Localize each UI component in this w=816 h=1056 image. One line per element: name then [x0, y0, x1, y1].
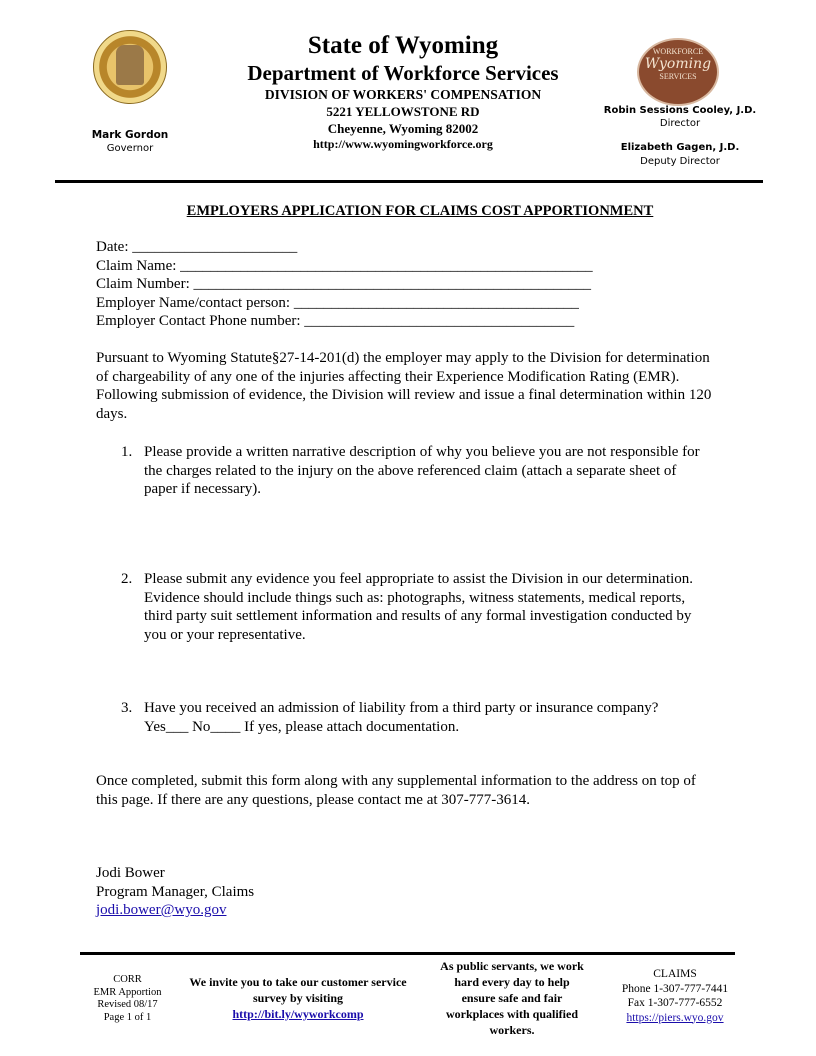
text-line: this page. If there are any questions, please contact me at 307-777-3614. — [96, 791, 531, 808]
text-line: Following submission of evidence, the Division will review and issue a final determination within 120 — [96, 387, 712, 403]
address-line: Cheyenne, Wyoming 82002 — [327, 121, 479, 136]
governor-title: Governor — [106, 143, 154, 154]
text-line: Once completed, submit this form along with any supplemental information to the address on top of — [96, 773, 696, 789]
text-line: CORR — [113, 974, 142, 985]
text-line: Have you received an admission of liability from a third party or insurance company? — [144, 700, 659, 716]
logo-text: WORKFORCE — [652, 47, 704, 56]
director-name: Robin Sessions Cooley, J.D. — [603, 105, 757, 116]
claims-contact — [610, 967, 740, 1025]
closing-paragraph — [96, 772, 696, 809]
text-line: workers. — [489, 1023, 535, 1037]
deputy-director-name: Elizabeth Gagen, J.D. — [620, 142, 740, 153]
great-seal-of-wyoming-logo — [93, 30, 167, 104]
text-line: Pursuant to Wyoming Statute§27-14-201(d) the employer may apply to the Division for determination — [96, 350, 710, 366]
signer-title: Program Manager, Claims — [96, 883, 255, 900]
text-line: As public servants, we work — [440, 959, 584, 973]
text-line: days. — [96, 405, 128, 422]
signer-email-link[interactable]: jodi.bower@wyo.gov — [96, 902, 227, 918]
item-1-text — [144, 443, 700, 499]
address-line: 5221 YELLOWSTONE RD — [326, 104, 480, 119]
form-title: EMPLOYERS APPLICATION FOR CLAIMS COST APPORTIONMENT — [186, 203, 654, 219]
text-line: hard every day to help — [454, 975, 570, 989]
text-line: the charges related to the injury on the above referenced claim (attach a separate sheet of — [144, 462, 677, 479]
item-2-text — [144, 570, 693, 644]
employer-phone-field[interactable]: Employer Contact Phone number: ____________________________________ — [96, 313, 575, 329]
text-line: of chargeability of any one of the injuries affecting their Experience Modification Rating (EMR). — [96, 368, 680, 385]
header-divider — [55, 180, 763, 183]
department-name: Department of Workforce Services — [247, 61, 559, 85]
text-line: Evidence should include things such as: photographs, witness statements, medical reports, — [144, 589, 686, 606]
signer-name: Jodi Bower — [96, 865, 165, 881]
form-reference — [80, 974, 175, 1024]
text-line: survey by visiting — [252, 991, 343, 1005]
text-line: workplaces with qualified — [445, 1007, 578, 1021]
claim-number-field[interactable]: Claim Number: _____________________________________________________ — [96, 276, 591, 292]
director-title: Director — [659, 118, 701, 129]
employer-contact-field[interactable]: Employer Name/contact person: ______________________________________ — [96, 294, 579, 311]
text-line: Please provide a written narrative description of why you believe you are not responsible for — [144, 444, 700, 460]
footer-divider — [80, 952, 735, 955]
item-number: 2. — [121, 571, 133, 587]
workforce-services-logo — [637, 38, 719, 106]
text-line: Revised 08/17 — [97, 999, 158, 1010]
governor-name: Mark Gordon — [91, 129, 169, 141]
text-line: paper if necessary). — [144, 481, 262, 497]
state-title: State of Wyoming — [307, 32, 499, 59]
survey-note — [172, 974, 424, 1022]
signature-block — [96, 864, 254, 920]
item-number: 3. — [121, 700, 133, 716]
item-3-text — [144, 699, 658, 736]
text-line: Please submit any evidence you feel appropriate to assist the Division in our determination. — [144, 571, 694, 587]
logo-text: Wyoming — [644, 56, 712, 72]
claims-website-link[interactable]: https://piers.wyo.gov — [626, 1011, 724, 1024]
text-line: third party suit settlement information and results of any formal investigation conducted by — [144, 608, 692, 624]
text-line: CLAIMS — [653, 968, 697, 980]
claim-name-field[interactable]: Claim Name: _______________________________________________________ — [96, 257, 593, 274]
survey-link[interactable]: http://bit.ly/wyworkcomp — [232, 1007, 364, 1021]
claims-phone: Phone 1-307-777-7441 — [621, 982, 729, 995]
deputy-director-title: Deputy Director — [640, 156, 720, 167]
text-line: Page 1 of 1 — [103, 1011, 152, 1023]
text-line: ensure safe and fair — [461, 991, 563, 1005]
mission-statement — [426, 958, 598, 1038]
website-link[interactable]: http://www.wyomingworkforce.org — [313, 137, 493, 151]
form-fields — [96, 238, 593, 331]
logo-text: SERVICES — [659, 72, 697, 81]
division-name: DIVISION OF WORKERS' COMPENSATION — [264, 87, 542, 102]
claims-fax: Fax 1-307-777-6552 — [627, 997, 723, 1009]
date-field[interactable]: Date: ______________________ — [96, 239, 298, 255]
yes-no-field[interactable]: Yes___ No____ If yes, please attach documentation. — [144, 718, 460, 735]
item-number: 1. — [121, 444, 133, 460]
intro-paragraph — [96, 349, 711, 423]
text-line: EMR Apportion — [93, 986, 162, 998]
text-line: you or your representative. — [144, 626, 306, 643]
text-line: We invite you to take our customer service — [189, 975, 407, 989]
